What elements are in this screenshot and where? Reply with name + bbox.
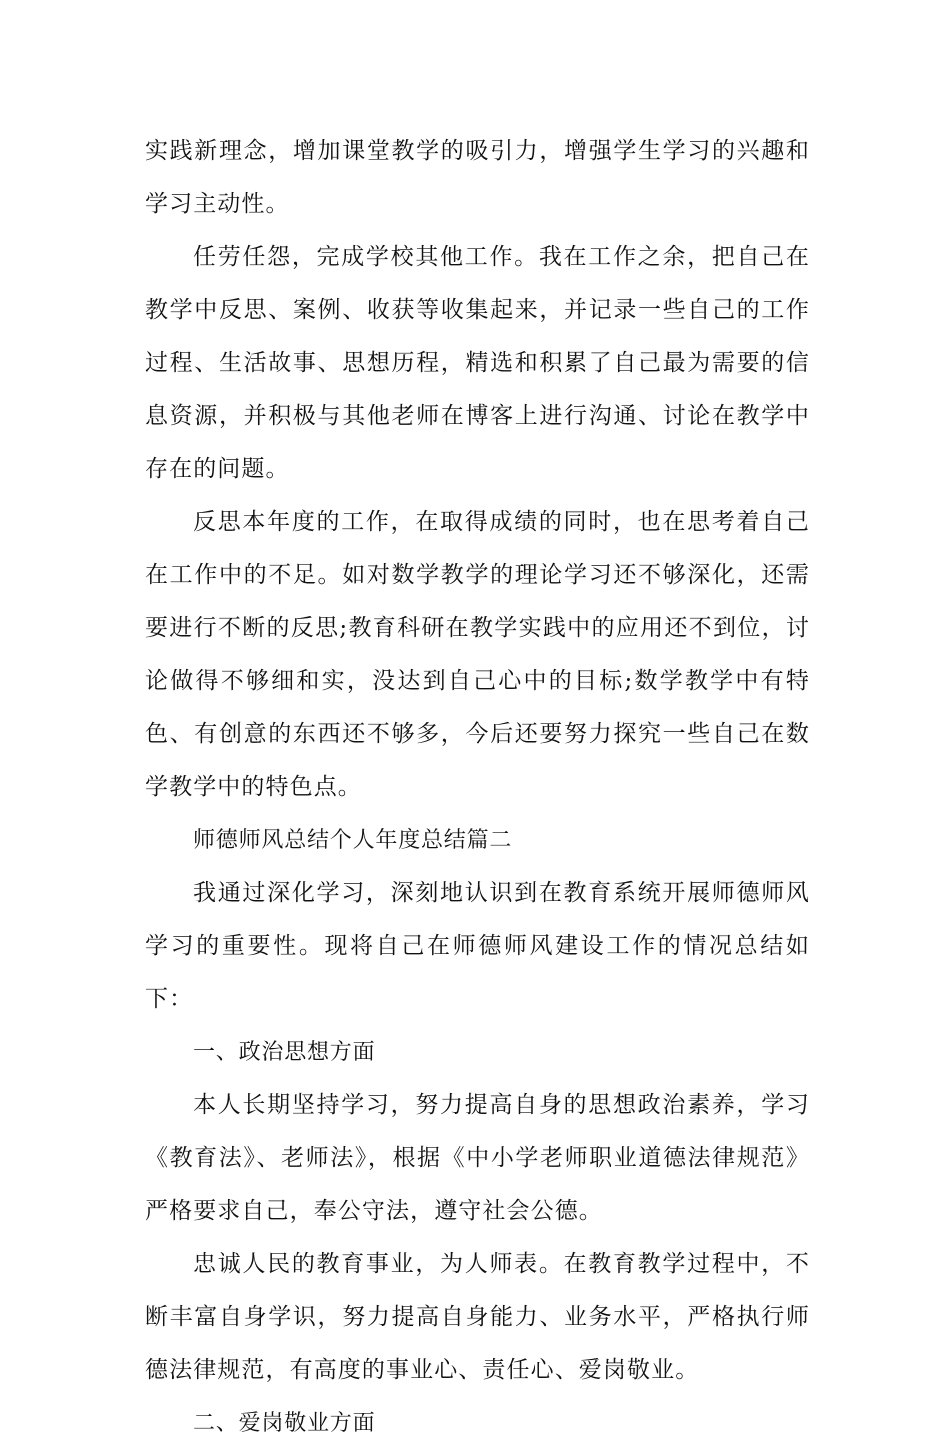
paragraph-intro-part-two: 我通过深化学习，深刻地认识到在教育系统开展师德师风学习的重要性。现将自己在师德师风建设工作的情况总结如下： [145,880,810,1012]
subheading-political-thought: 一、政治思想方面 [193,1040,376,1065]
paragraph-work-duties: 任劳任怨，完成学校其他工作。我在工作之余，把自己在教学中反思、案例、收获等收集起来，并记录一些自己的工作过程、生活故事、思想历程，精选和积累了自己最为需要的信息资源，并积极与其他老师在博客上进行沟通、讨论在教学中存在的问题。 [145,244,810,482]
document-body [145,125,810,1450]
section-title-part-two: 师德师风总结个人年度总结篇二 [193,828,513,853]
paragraph-continuation: 实践新理念，增加课堂教学的吸引力，增强学生学习的兴趣和学习主动性。 [145,138,810,217]
paragraph-reflection: 反思本年度的工作，在取得成绩的同时，也在思考着自己在工作中的不足。如对数学教学的理论学习还不够深化，还需要进行不断的反思;教育科研在教学实践中的应用还不到位，讨论做得不够细和实，没达到自己心中的目标;数学教学中有特色、有创意的东西还不够多，今后还要努力探究一些自己在数学教学中的特色点。 [145,509,810,800]
paragraph-loyalty-education: 忠诚人民的教育事业，为人师表。在教育教学过程中，不断丰富自身学识，努力提高自身能力、业务水平，严格执行师德法律规范，有高度的事业心、责任心、爱岗敬业。 [145,1251,810,1383]
subheading-dedication: 二、爱岗敬业方面 [193,1411,376,1436]
paragraph-political-study: 本人长期坚持学习，努力提高自身的思想政治素养，学习《教育法》、老师法》，根据《中小学老师职业道德法律规范》严格要求自己，奉公守法，遵守社会公德。 [145,1092,810,1224]
